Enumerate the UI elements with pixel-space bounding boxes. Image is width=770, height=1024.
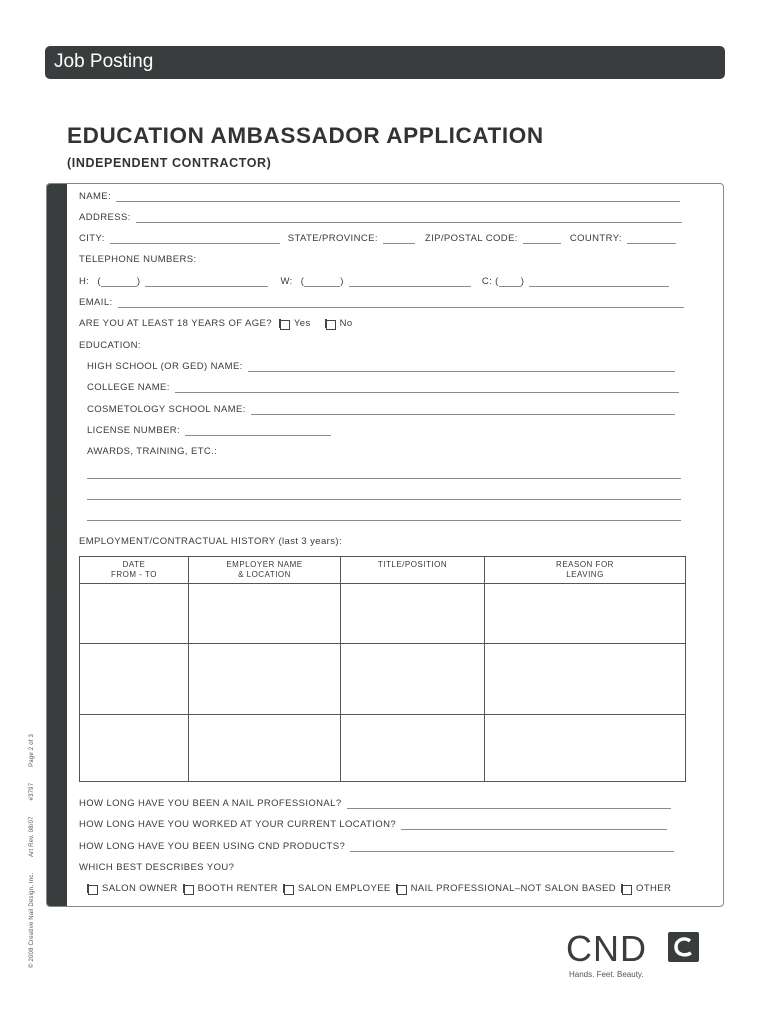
question-2-row [79, 819, 667, 830]
awards-line-3[interactable] [87, 520, 681, 521]
phone-numbers-row [79, 276, 669, 287]
age-no-checkbox[interactable] [326, 320, 336, 330]
high-school-field[interactable] [248, 363, 675, 372]
table-cell[interactable] [341, 584, 485, 644]
table-row [80, 715, 686, 782]
college-row [87, 382, 679, 393]
state-field[interactable] [383, 235, 415, 244]
table-cell[interactable] [189, 584, 341, 644]
paren-open: ( [97, 276, 101, 287]
job-posting-banner [45, 46, 725, 79]
cosmetology-field[interactable] [251, 406, 675, 415]
page-subtitle: (INDEPENDENT CONTRACTOR) [67, 156, 272, 170]
awards-row [87, 446, 217, 457]
city-row [79, 233, 676, 244]
work-area-code-field[interactable] [304, 278, 340, 287]
logo-c-mark [668, 932, 699, 962]
booth-renter-label: BOOTH RENTER [197, 883, 278, 894]
footer-disclaimer [29, 720, 35, 968]
spine-label: APPLICATION [47, 502, 56, 589]
paren-open: ( [495, 276, 499, 287]
work-phone-field[interactable] [349, 278, 471, 287]
college-label: COLLEGE NAME: [87, 382, 170, 393]
country-field[interactable] [627, 235, 676, 244]
age-question: ARE YOU AT LEAST 18 YEARS OF AGE? [79, 318, 272, 329]
table-cell[interactable] [341, 715, 485, 782]
cell-phone-label: C: [481, 276, 493, 287]
awards-line-1[interactable] [87, 478, 681, 479]
awards-label: AWARDS, TRAINING, ETC.: [87, 446, 218, 457]
license-field[interactable] [185, 427, 331, 436]
nail-professional-checkbox[interactable] [397, 885, 407, 895]
other-label: OTHER [636, 883, 672, 894]
logo-text: CND [566, 928, 647, 969]
high-school-row [87, 361, 675, 372]
telephone-row [79, 254, 197, 265]
education-row [79, 340, 141, 351]
high-school-label: HIGH SCHOOL (OR GED) NAME: [87, 361, 243, 372]
copyright-text: © 2008 Creative Nail Design, Inc. [29, 872, 35, 968]
question-3-field[interactable] [350, 843, 674, 852]
state-label: STATE/PROVINCE: [287, 233, 378, 244]
table-row [80, 644, 686, 715]
art-rev-text: Art Rev. 08/07 [29, 816, 35, 858]
address-label: ADDRESS: [79, 212, 131, 223]
col-employer-header: EMPLOYER NAME & LOCATION [189, 557, 341, 584]
question-1-label: HOW LONG HAVE YOU BEEN A NAIL PROFESSIONAL? [79, 798, 342, 809]
question-2-field[interactable] [401, 821, 667, 830]
cell-phone-field[interactable] [529, 278, 669, 287]
salon-employee-label: SALON EMPLOYEE [297, 883, 391, 894]
name-field[interactable] [116, 193, 680, 202]
booth-renter-checkbox[interactable] [184, 885, 194, 895]
work-phone-label: W: [280, 276, 293, 287]
employment-heading: EMPLOYMENT/CONTRACTUAL HISTORY (last 3 years): [79, 536, 342, 547]
address-row [79, 212, 682, 223]
cosmetology-label: COSMETOLOGY SCHOOL NAME: [87, 404, 246, 415]
question-4-label: WHICH BEST DESCRIBES YOU? [79, 862, 235, 873]
table-cell[interactable] [80, 584, 189, 644]
city-label: CITY: [79, 233, 105, 244]
table-cell[interactable] [189, 715, 341, 782]
paren-open: ( [300, 276, 305, 287]
question-3-label: HOW LONG HAVE YOU BEEN USING CND PRODUCTS? [79, 841, 346, 852]
home-phone-label: H: [79, 276, 90, 287]
nail-professional-label: NAIL PROFESSIONAL–NOT SALON BASED [410, 883, 617, 894]
col-date-header: DATE FROM - TO [80, 557, 189, 584]
table-cell[interactable] [189, 644, 341, 715]
table-header-row [80, 557, 686, 584]
table-cell[interactable] [80, 644, 189, 715]
col-title-header: TITLE/POSITION [341, 557, 485, 584]
paren-close: ) [520, 276, 525, 287]
banner-label: Job Posting [54, 51, 154, 72]
cnd-logo [566, 928, 647, 970]
table-cell[interactable] [341, 644, 485, 715]
zip-field[interactable] [523, 235, 561, 244]
country-label: COUNTRY: [569, 233, 622, 244]
table-cell[interactable] [485, 715, 686, 782]
age-row [79, 318, 353, 329]
logo-tagline: Hands. Feet. Beauty. [569, 970, 644, 979]
employment-history-table [79, 556, 686, 782]
doc-number-text: #3797 [29, 782, 35, 801]
role-options-row [88, 883, 671, 894]
address-field[interactable] [136, 214, 682, 223]
table-cell[interactable] [80, 715, 189, 782]
table-cell[interactable] [485, 584, 686, 644]
age-yes-checkbox[interactable] [280, 320, 290, 330]
home-phone-field[interactable] [145, 278, 268, 287]
paren-close: ) [136, 276, 141, 287]
home-area-code-field[interactable] [101, 278, 137, 287]
col-reason-header: REASON FOR LEAVING [485, 557, 686, 584]
table-row [80, 584, 686, 644]
question-2-label: HOW LONG HAVE YOU WORKED AT YOUR CURRENT LOCATION? [79, 819, 397, 830]
name-label: NAME: [79, 191, 112, 202]
education-label: EDUCATION: [79, 340, 141, 351]
table-cell[interactable] [485, 644, 686, 715]
salon-employee-checkbox[interactable] [284, 885, 294, 895]
license-label: LICENSE NUMBER: [87, 425, 181, 436]
cosmetology-row [87, 404, 675, 415]
question-1-row [79, 798, 671, 809]
paren-close: ) [340, 276, 344, 287]
email-field[interactable] [118, 299, 684, 308]
city-field[interactable] [110, 235, 280, 244]
awards-line-2[interactable] [87, 499, 681, 500]
age-no-label: No [339, 318, 353, 329]
email-row [79, 297, 684, 308]
salon-owner-label: SALON OWNER [102, 883, 178, 894]
telephone-label: TELEPHONE NUMBERS: [79, 254, 197, 265]
salon-owner-checkbox[interactable] [88, 885, 98, 895]
page-number-text: Page 2 of 3 [29, 733, 35, 767]
college-field[interactable] [175, 384, 679, 393]
zip-label: ZIP/POSTAL CODE: [424, 233, 518, 244]
page-title: EDUCATION AMBASSADOR APPLICATION [67, 123, 544, 148]
question-1-field[interactable] [347, 800, 671, 809]
employment-heading-row [79, 536, 342, 547]
age-yes-label: Yes [293, 318, 311, 329]
other-checkbox[interactable] [622, 885, 632, 895]
question-3-row [79, 841, 674, 852]
question-4-row [79, 862, 234, 873]
license-row [87, 425, 331, 436]
cell-area-code-field[interactable] [499, 278, 521, 287]
email-label: EMAIL: [79, 297, 113, 308]
name-row [79, 191, 680, 202]
